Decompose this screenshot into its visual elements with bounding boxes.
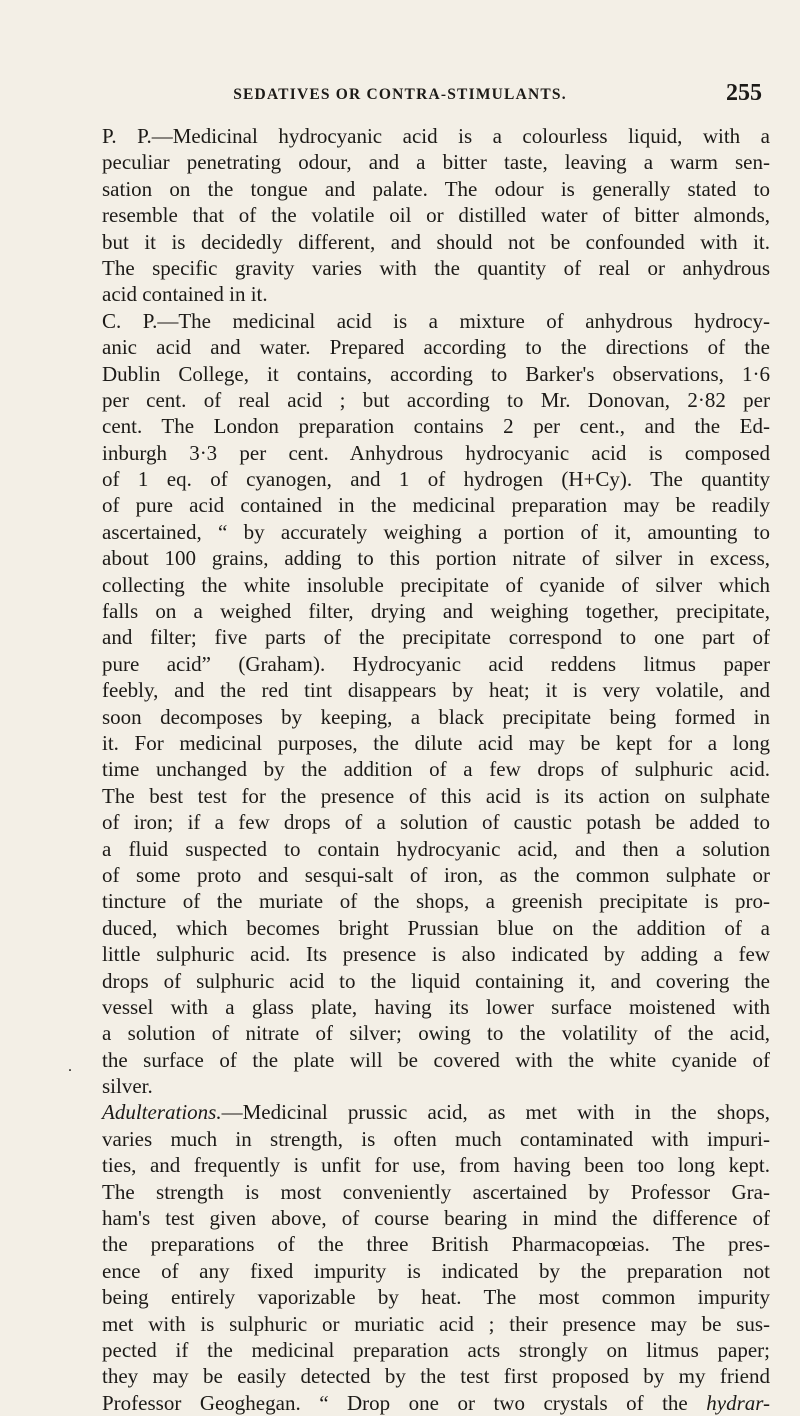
text-line: met with is sulphuric or muriatic acid ; their presence may be sus-: [102, 1311, 770, 1336]
text-line: little sulphuric acid. Its presence is also indicated by adding a few: [102, 942, 770, 967]
text-line: resemble that of the volatile oil or distilled water of bitter almonds,: [102, 203, 770, 228]
text-line: but it is decidedly different, and should not be confounded with it.: [102, 229, 770, 254]
text-line-adulterations: [102, 1099, 770, 1125]
text-line: per cent. of real acid ; but according to Mr. Donovan, 2·82 per: [102, 387, 770, 412]
text-line: pure acid” (Graham). Hydrocyanic acid reddens litmus paper: [102, 651, 770, 676]
text-line: ham's test given above, of course bearing in mind the difference of: [102, 1206, 770, 1231]
text-line: the preparations of the three British Pharmacopœias. The pres-: [102, 1232, 770, 1257]
text-line: acid contained in it.: [102, 282, 268, 307]
page-number: 255: [726, 80, 762, 106]
text-line: ascertained, “ by accurately weighing a portion of it, amounting to: [102, 519, 770, 544]
text-line: P. P.—Medicinal hydrocyanic acid is a colourless liquid, with a: [102, 124, 770, 148]
text-line: vessel with a glass plate, having its lower surface moistened with: [102, 994, 770, 1019]
text-line: of some proto and sesqui-salt of iron, as the common sulphate or: [102, 862, 770, 887]
text-line: of pure acid contained in the medicinal preparation may be readily: [102, 493, 770, 518]
text-line: of 1 eq. of cyanogen, and 1 of hydrogen (H+Cy). The quantity: [102, 467, 770, 492]
text-line: the surface of the plate will be covered with the white cyanide of: [102, 1047, 770, 1072]
text-line: of iron; if a few drops of a solution of caustic potash be added to: [102, 810, 770, 835]
text-line: being entirely vaporizable by heat. The most common impurity: [102, 1285, 770, 1310]
text-line: Dublin College, it contains, according to Barker's observations, 1·6: [102, 361, 770, 386]
text-line: about 100 grains, adding to this portion nitrate of silver in excess,: [102, 546, 770, 571]
final-word: hydrar-: [706, 1390, 771, 1415]
text-line: sation on the tongue and palate. The odour is generally stated to: [102, 176, 770, 201]
margin-mark: .: [68, 1058, 72, 1075]
text-line-final: [102, 1390, 770, 1416]
text-line: The strength is most conveniently ascertained by Professor Gra-: [102, 1179, 770, 1204]
text-line: a fluid suspected to contain hydrocyanic acid, and then a solution: [102, 836, 770, 861]
text-line: and filter; five parts of the precipitate correspond to one part of: [102, 625, 770, 650]
text-line: falls on a weighed filter, drying and weighing together, precipitate,: [102, 599, 770, 624]
text-line: soon decomposes by keeping, a black precipitate being formed in: [102, 704, 770, 729]
text-line: drops of sulphuric acid to the liquid containing it, and covering the: [102, 968, 770, 993]
text-line: tincture of the muriate of the shops, a greenish precipitate is pro-: [102, 889, 770, 914]
text-line: it. For medicinal purposes, the dilute acid may be kept for a long: [102, 730, 770, 755]
text-line: ties, and frequently is unfit for use, from having been too long kept.: [102, 1153, 770, 1178]
adulterations-heading: Adulterations.: [102, 1100, 222, 1125]
text-line: time unchanged by the addition of a few drops of sulphuric acid.: [102, 757, 770, 782]
text-line: silver.: [102, 1074, 153, 1099]
adulterations-text: —Medicinal prussic acid, as met with in the shops,: [221, 1100, 770, 1125]
text-line: collecting the white insoluble precipitate of cyanide of silver which: [102, 572, 770, 597]
text-line: The best test for the presence of this acid is its action on sulphate: [102, 783, 770, 808]
text-line: inburgh 3·3 per cent. Anhydrous hydrocyanic acid is composed: [102, 440, 770, 465]
text-line: they may be easily detected by the test first proposed by my friend: [102, 1364, 770, 1389]
final-line-text: Professor Geoghegan. “ Drop one or two crystals of the: [102, 1390, 688, 1415]
text-line: The specific gravity varies with the quantity of real or anhydrous: [102, 255, 770, 280]
text-line: varies much in strength, is often much contaminated with impuri-: [102, 1126, 770, 1151]
body-text: [102, 123, 770, 1416]
text-line: a solution of nitrate of silver; owing to the volatility of the acid,: [102, 1021, 770, 1046]
text-line: feebly, and the red tint disappears by heat; it is very volatile, and: [102, 678, 770, 703]
running-title: SEDATIVES OR CONTRA-STIMULANTS.: [233, 86, 567, 103]
text-line: pected if the medicinal preparation acts strongly on litmus paper;: [102, 1337, 770, 1362]
text-line: peculiar penetrating odour, and a bitter taste, leaving a warm sen-: [102, 150, 770, 175]
text-line: cent. The London preparation contains 2 per cent., and the Ed-: [102, 414, 770, 439]
text-line: ence of any fixed impurity is indicated by the preparation not: [102, 1258, 770, 1283]
text-line: anic acid and water. Prepared according to the directions of the: [102, 335, 770, 360]
text-line: C. P.—The medicinal acid is a mixture of anhydrous hydrocy-: [102, 308, 770, 333]
text-line: duced, which becomes bright Prussian blue on the addition of a: [102, 915, 770, 940]
